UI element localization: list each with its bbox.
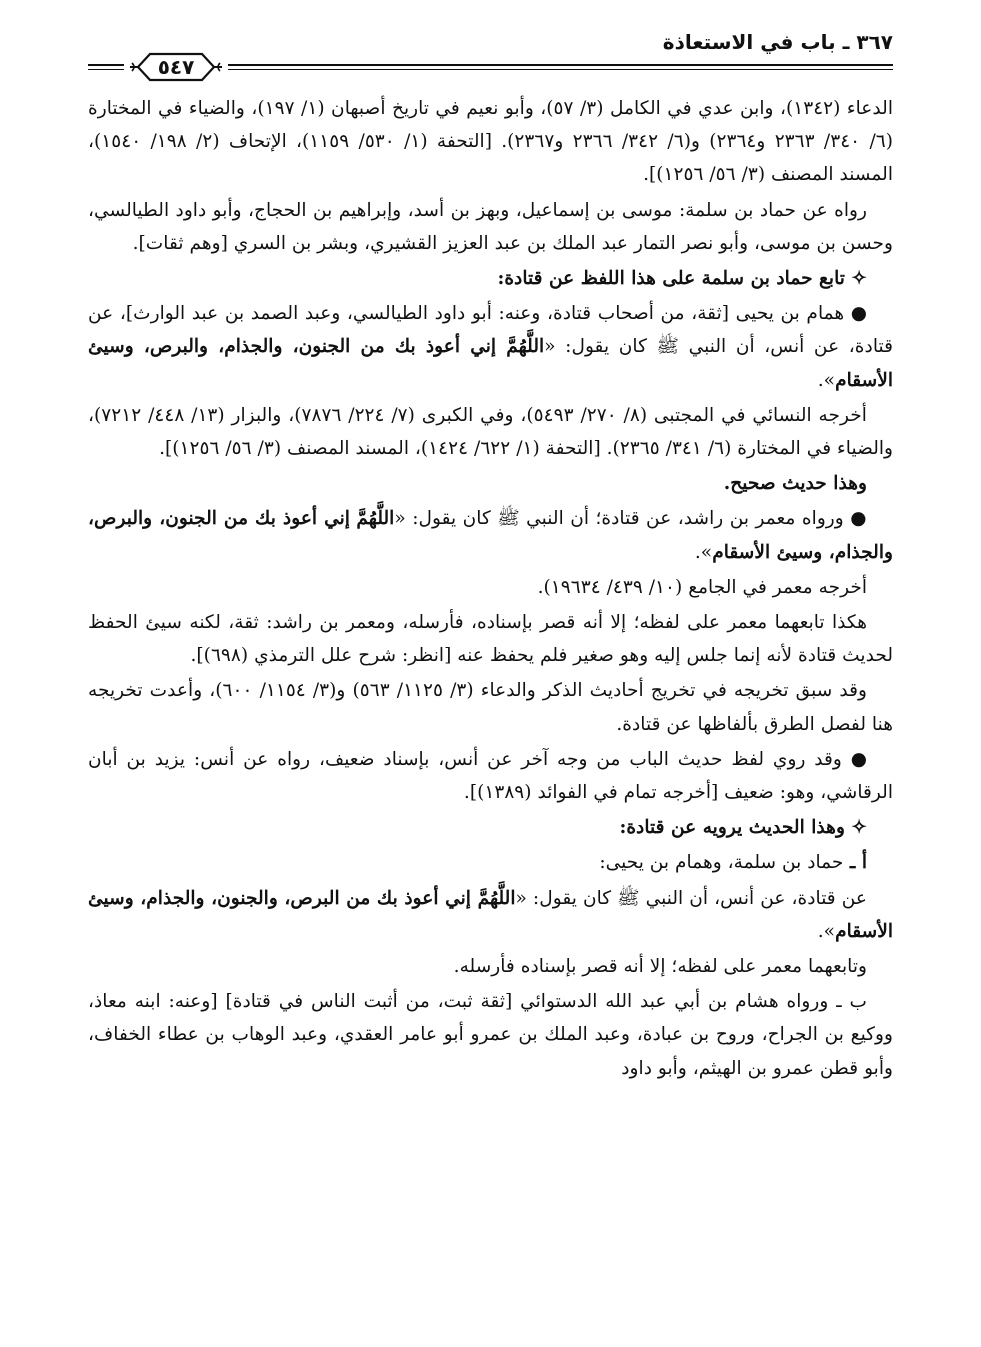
header-rule-left: [88, 64, 124, 66]
paragraph: [88, 502, 893, 568]
paragraph: [88, 606, 893, 672]
text: ● همام بن يحيى [ثقة، من أصحاب قتادة، وعنه: أبو داود الطيالسي، وعبد الصمد بن عبد الوارث]، عن قتادة، عن أنس، أن النبي ﷺ كان يقول: «: [88, 303, 893, 358]
paragraph: [88, 985, 893, 1085]
paragraph: [88, 846, 893, 879]
text: عن قتادة، عن أنس، أن النبي ﷺ كان يقول: «: [515, 887, 867, 909]
text: ● ورواه معمر بن راشد، عن قتادة؛ أن النبي ﷺ كان يقول: «: [394, 508, 867, 530]
bold-text: اللَّهُمَّ إني أعوذ بك من الجنون، والبرص، والجذام، وسيئ الأسقام: [88, 508, 893, 563]
paragraph: [88, 262, 893, 295]
paragraph: [88, 399, 893, 465]
text: ● وقد روي لفظ حديث الباب من وجه آخر عن أنس، بإسناد ضعيف، رواه عن أنس: يزيد بن أبان الرقاشي، وهو: ضعيف [أخرجه تمام في الفوائد (١٣٨٩)].: [88, 748, 893, 804]
page-number-frame: [128, 50, 224, 84]
header-rule: [228, 64, 893, 66]
paragraph: [88, 194, 893, 260]
paragraph: [88, 674, 893, 740]
bold-text: اللَّهُمَّ إني أعوذ بك من الجنون، والجذام، والبرص، وسيئ الأسقام: [88, 336, 893, 391]
text: أخرجه النسائي في المجتبى (٨/ ٢٧٠/ ٥٤٩٣)، وفي الكبرى (٧/ ٢٢٤/ ٧٨٧٦)، والبزار (١٣/ ٤٤٨/ ٧٢١٢)، والضياء في المختارة (٦/ ٣٤١/ ٢٣٦٥). [التحفة (١/ ٦٢٢/ ١٤٢٤)، المسند المصنف (٣/ ٥٦/ ١٢٥٦)].: [88, 404, 893, 460]
paragraph: [88, 811, 893, 844]
page-number: ٥٤٧: [157, 55, 195, 79]
text: حماد بن سلمة، وهمام بن يحيى:: [599, 852, 844, 874]
bold-text: ✧ وهذا الحديث يرويه عن قتادة:: [619, 817, 867, 839]
text: هكذا تابعهما معمر على لفظه؛ إلا أنه قصر بإسناده، فأرسله، ومعمر بن راشد: ثقة، لكنه سيئ الحفظ لحديث قتادة لأنه إنما جلس إليه وهو صغير فلم يحفظ عنه [انظر: شرح علل الترمذي (٦٩٨)].: [88, 612, 893, 667]
text: ب ـ ورواه هشام بن أبي عبد الله الدستوائي [ثقة ثبت، من أثبت الناس في قتادة] [وعنه: ابنه معاذ، ووكيع بن الجراح، وروح بن عبادة، وعبد الملك بن عمرو أبو عامر العقدي، وعبد الوهاب بن عطاء الخفاف، وأبو قطن عمرو بن الهيثم، وأبو داود: [88, 991, 893, 1079]
paragraph: [88, 297, 893, 397]
paragraph: [88, 92, 893, 192]
paragraph: [88, 743, 893, 809]
paragraph: [88, 950, 893, 983]
running-title: ٣٦٧ ـ باب في الاستعاذة: [662, 30, 893, 54]
bold-text: أ ـ: [843, 852, 867, 874]
text: الدعاء (١٣٤٢)، وابن عدي في الكامل (٣/ ٥٧)، وأبو نعيم في تاريخ أصبهان (١/ ١٩٧)، والضياء في المختارة (٦/ ٣٤٠/ ٢٣٦٣ و٢٣٦٤) و(٦/ ٣٤٢/ ٢٣٦٦ و٢٣٦٧). [التحفة (١/ ٥٣٠/ ١١٥٩)، الإتحاف (٢/ ١٩٨/ ١٥٤٠)، المسند المصنف (٣/ ٥٦/ ١٢٥٦)].: [88, 98, 893, 186]
header-rule-left-thin: [88, 69, 124, 70]
page-header: [88, 28, 893, 82]
bold-text: ✧ تابع حماد بن سلمة على هذا اللفظ عن قتادة:: [497, 268, 867, 290]
paragraph: [88, 882, 893, 948]
text: ».: [817, 920, 836, 942]
text: وقد سبق تخريجه في تخريج أحاديث الذكر والدعاء (٣/ ١١٢٥/ ٥٦٣) و(٣/ ١١٥٤/ ٦٠٠)، وأعدت تخريجه هنا لفصل الطرق بألفاظها عن قتادة.: [88, 680, 893, 735]
bold-text: اللَّهُمَّ إني أعوذ بك من البرص، والجنون، والجذام، وسيئ الأسقام: [88, 887, 893, 942]
text: أخرجه معمر في الجامع (١٠/ ٤٣٩/ ١٩٦٣٤).: [537, 576, 867, 598]
paragraph: [88, 467, 893, 500]
paragraph: [88, 571, 893, 604]
text: ».: [817, 369, 836, 391]
text: ».: [694, 541, 713, 563]
bold-text: وهذا حديث صحيح.: [723, 473, 867, 495]
page-body: [88, 92, 893, 1087]
text: وتابعهما معمر على لفظه؛ إلا أنه قصر بإسناده فأرسله.: [453, 956, 867, 978]
text: رواه عن حماد بن سلمة: موسى بن إسماعيل، وبهز بن أسد، وإبراهيم بن الحجاج، وأبو داود الطيالسي، وحسن بن موسى، وأبو نصر التمار عبد الملك بن عبد العزيز القشيري، وبشر بن السري [وهم ثقات].: [88, 199, 893, 254]
header-rule-thin: [228, 69, 893, 70]
